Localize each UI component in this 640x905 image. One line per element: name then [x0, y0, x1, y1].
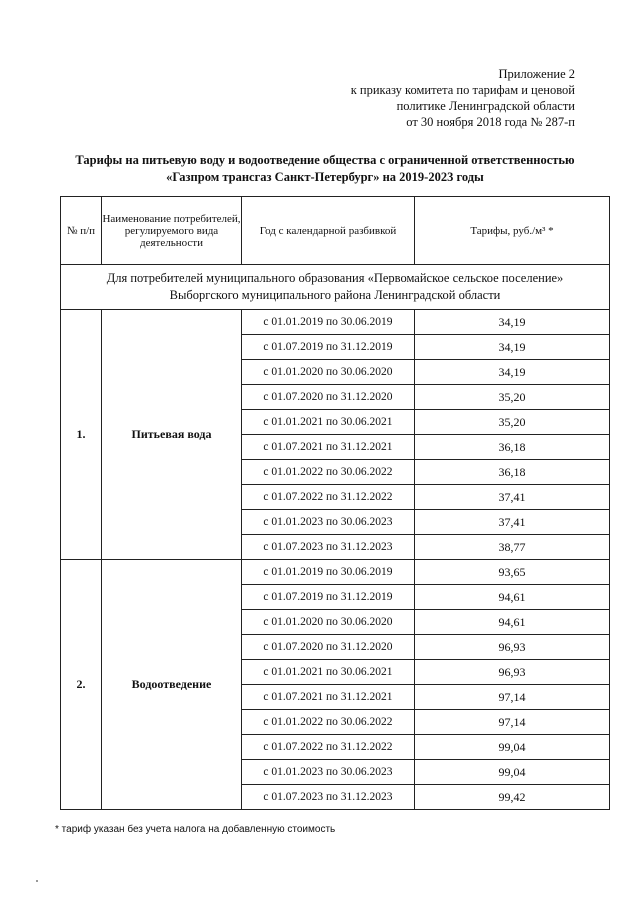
- tariff-cell: 35,20: [415, 385, 610, 410]
- tariff-cell: 99,04: [415, 735, 610, 760]
- table-header-row: [61, 197, 610, 265]
- period-cell: с 01.01.2020 по 30.06.2020: [242, 610, 415, 635]
- period-cell: с 01.01.2022 по 30.06.2022: [242, 460, 415, 485]
- appendix-line: от 30 ноября 2018 года № 287-п: [406, 115, 575, 129]
- tariff-cell: 34,19: [415, 335, 610, 360]
- period-cell: с 01.01.2022 по 30.06.2022: [242, 710, 415, 735]
- title-line-2: «Газпром трансгаз Санкт-Петербург» на 2019-2023 годы: [166, 170, 484, 184]
- period-cell: с 01.01.2021 по 30.06.2021: [242, 660, 415, 685]
- period-cell: с 01.01.2019 по 30.06.2019: [242, 560, 415, 585]
- appendix-header: [275, 66, 575, 130]
- section-number: 2.: [61, 560, 102, 810]
- tariff-cell: 34,19: [415, 310, 610, 335]
- service-name: Питьевая вода: [102, 310, 242, 560]
- period-cell: с 01.01.2020 по 30.06.2020: [242, 360, 415, 385]
- section-number: 1.: [61, 310, 102, 560]
- tariff-cell: 37,41: [415, 485, 610, 510]
- table-body: [61, 265, 610, 810]
- period-cell: с 01.07.2023 по 31.12.2023: [242, 785, 415, 810]
- appendix-line: Приложение 2: [498, 67, 575, 81]
- tariff-cell: 34,19: [415, 360, 610, 385]
- column-header-tariff: Тарифы, руб./м³ *: [415, 197, 610, 265]
- document-title: [55, 152, 595, 186]
- consumer-group-cell: [61, 265, 610, 310]
- service-name: Водоотведение: [102, 560, 242, 810]
- tariff-cell: 35,20: [415, 410, 610, 435]
- period-cell: с 01.07.2019 по 31.12.2019: [242, 585, 415, 610]
- table-row: [61, 560, 610, 585]
- appendix-line: политике Ленинградской области: [396, 99, 575, 113]
- tariff-cell: 97,14: [415, 710, 610, 735]
- tariff-cell: 94,61: [415, 610, 610, 635]
- appendix-line: к приказу комитета по тарифам и ценовой: [350, 83, 575, 97]
- title-line-1: Тарифы на питьевую воду и водоотведение общества с ограниченной ответственностью: [75, 153, 575, 167]
- period-cell: с 01.07.2021 по 31.12.2021: [242, 435, 415, 460]
- period-cell: с 01.07.2023 по 31.12.2023: [242, 535, 415, 560]
- period-cell: с 01.07.2021 по 31.12.2021: [242, 685, 415, 710]
- period-cell: с 01.01.2019 по 30.06.2019: [242, 310, 415, 335]
- tariff-table: [60, 196, 610, 810]
- footnote: * тариф указан без учета налога на добавленную стоимость: [55, 824, 336, 835]
- group-row: [61, 265, 610, 310]
- period-cell: с 01.01.2023 по 30.06.2023: [242, 760, 415, 785]
- period-cell: с 01.07.2022 по 31.12.2022: [242, 485, 415, 510]
- column-header-name: Наименование потребителей, регулируемого вида деятельности: [102, 197, 242, 265]
- tariff-cell: 36,18: [415, 435, 610, 460]
- tariff-cell: 96,93: [415, 635, 610, 660]
- tariff-cell: 93,65: [415, 560, 610, 585]
- group-line-1: Для потребителей муниципального образования «Первомайское сельское поселение»: [106, 271, 564, 285]
- period-cell: с 01.07.2020 по 31.12.2020: [242, 635, 415, 660]
- period-cell: с 01.01.2023 по 30.06.2023: [242, 510, 415, 535]
- table-row: [61, 310, 610, 335]
- period-cell: с 01.07.2020 по 31.12.2020: [242, 385, 415, 410]
- tariff-cell: 37,41: [415, 510, 610, 535]
- tariff-cell: 38,77: [415, 535, 610, 560]
- period-cell: с 01.07.2019 по 31.12.2019: [242, 335, 415, 360]
- tariff-cell: 36,18: [415, 460, 610, 485]
- period-cell: с 01.07.2022 по 31.12.2022: [242, 735, 415, 760]
- tariff-cell: 96,93: [415, 660, 610, 685]
- column-header-number: № п/п: [61, 197, 102, 265]
- tariff-cell: 99,42: [415, 785, 610, 810]
- tariff-cell: 97,14: [415, 685, 610, 710]
- period-cell: с 01.01.2021 по 30.06.2021: [242, 410, 415, 435]
- tariff-cell: 99,04: [415, 760, 610, 785]
- column-header-period: Год с календарной разбивкой: [242, 197, 415, 265]
- group-line-2: Выборгского муниципального района Ленинградской области: [169, 288, 501, 302]
- tariff-cell: 94,61: [415, 585, 610, 610]
- scan-artifact: [36, 880, 38, 882]
